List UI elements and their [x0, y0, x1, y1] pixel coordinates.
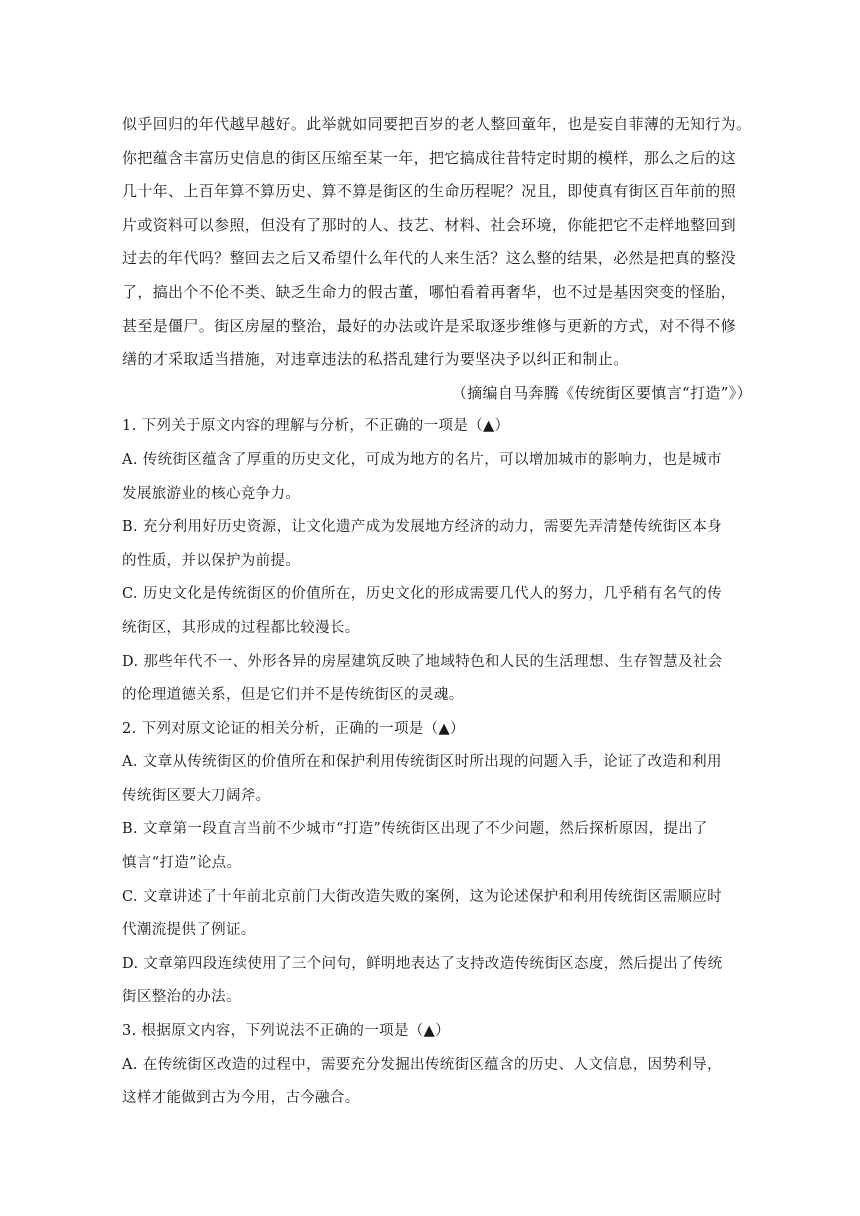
option-line: 这样才能做到古为今用，古今融合。	[122, 1090, 360, 1107]
option-line: D. 那些年代不一、外形各异的房屋建筑反映了地域特色和人民的生活理想、生存智慧及社会	[122, 653, 723, 670]
passage-line: 似乎回归的年代越早越好。此举就如同要把百岁的老人整回童年，也是妄自菲薄的无知行为。	[122, 115, 752, 133]
option-line: 的性质，并以保护为前提。	[122, 552, 301, 569]
option-c	[122, 578, 752, 645]
option-line: A. 在传统街区改造的过程中，需要充分发掘出传统街区蕴含的历史、人文信息，因势利导，	[122, 1056, 722, 1073]
question-3	[122, 1015, 752, 1116]
option-b	[122, 511, 752, 578]
document-page	[122, 108, 752, 1116]
option-line: B. 充分利用好历史资源，让文化遗产成为发展地方经济的动力，需要先弄清楚传统街区本身	[122, 519, 723, 536]
passage-line: 甚至是僵尸。街区房屋的整治，最好的办法或许是采取逐步维修与更新的方式，对不得不修	[122, 316, 737, 335]
passage-line: 缮的才采取适当措施，对违章违法的私搭乱建行为要坚决予以纠正和制止。	[122, 350, 629, 369]
option-line: 传统街区要大刀阔斧。	[122, 787, 271, 804]
question-stem: 2. 下列对原文论证的相关分析，正确的一项是（▲）	[122, 720, 465, 737]
question-stem: 3. 根据原文内容，下列说法不正确的一项是（▲）	[122, 1023, 450, 1040]
option-line: 街区整治的办法。	[122, 989, 241, 1006]
option-line: D. 文章第四段连续使用了三个问句，鲜明地表达了支持改造传统街区态度，然后提出了传统	[122, 955, 723, 972]
option-line: A. 传统街区蕴含了厚重的历史文化，可成为地方的名片，可以增加城市的影响力，也是城市	[122, 451, 722, 468]
option-c	[122, 881, 752, 948]
option-line: C. 历史文化是传统街区的价值所在，历史文化的形成需要几代人的努力，几乎稍有名气的传	[122, 586, 722, 603]
option-line: 慎言“打造”论点。	[122, 855, 242, 872]
option-line: 代潮流提供了例证。	[122, 922, 256, 939]
passage-line: 了，搞出个不伦不类、缺乏生命力的假古董，哪怕看着再奢华，也不过是基因突变的怪胎，	[122, 282, 737, 301]
passage	[122, 108, 752, 410]
passage-line: 你把蕴含丰富历史信息的街区压缩至某一年，把它搞成往昔特定时期的模样，那么之后的这	[122, 148, 737, 167]
question-1	[122, 410, 752, 712]
passage-line: 过去的年代吗？整回去之后又希望什么年代的人来生活？这么整的结果，必然是把真的整没	[122, 249, 737, 268]
option-line: A. 文章从传统街区的价值所在和保护利用传统街区时所出现的问题入手，论证了改造和利用	[122, 754, 722, 771]
option-a	[122, 746, 752, 813]
option-b	[122, 813, 752, 880]
option-line: B. 文章第一段直言当前不少城市“打造”传统街区出现了不少问题，然后探析原因，提出了	[122, 821, 708, 838]
option-d	[122, 948, 752, 1015]
question-2	[122, 713, 752, 1015]
option-a	[122, 444, 752, 511]
question-stem: 1. 下列关于原文内容的理解与分析，不正确的一项是（▲）	[122, 418, 510, 435]
passage-line: 片或资料可以参照，但没有了那时的人、技艺、材料、社会环境，你能把它不走样地整回到	[122, 215, 737, 234]
option-line: 统街区，其形成的过程都比较漫长。	[122, 619, 360, 636]
option-line: 的伦理道德关系，但是它们并不是传统街区的灵魂。	[122, 687, 464, 704]
passage-source: （摘编自马奔腾《传统街区要慎言“打造”》）	[451, 383, 752, 402]
option-line: C. 文章讲述了十年前北京前门大街改造失败的案例，这为论述保护和利用传统街区需顺应时	[122, 888, 722, 905]
option-line: 发展旅游业的核心竞争力。	[122, 485, 301, 502]
option-d	[122, 646, 752, 713]
passage-line: 几十年、上百年算不算历史、算不算是街区的生命历程呢？况且，即使真有街区百年前的照	[122, 182, 737, 201]
option-a	[122, 1049, 752, 1116]
